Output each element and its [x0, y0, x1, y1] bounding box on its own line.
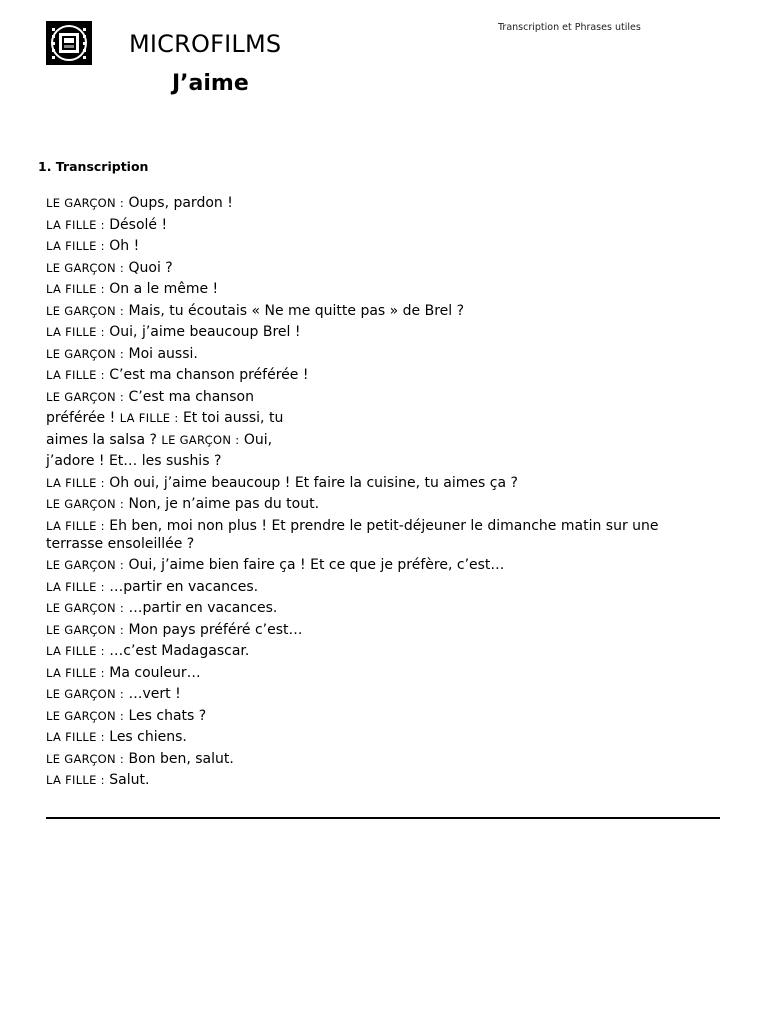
dialogue-text: Oh !	[104, 238, 140, 254]
transcript-line	[46, 366, 714, 384]
speaker-label: LE GARÇON :	[46, 497, 125, 511]
dialogue-text: Oh oui, j’aime beaucoup ! Et faire la cuisine, tu aimes ça ?	[104, 474, 518, 491]
speaker-label: LE GARÇON :	[46, 346, 125, 361]
dialogue-text: préférée !	[46, 410, 120, 426]
speaker-label: LE GARÇON :	[161, 432, 240, 447]
dialogue-text: C’est ma chanson	[124, 388, 254, 405]
transcript-line	[46, 431, 714, 449]
section-title: 1. Transcription	[38, 159, 149, 174]
speaker-label: LA FILLE :	[46, 239, 105, 253]
speaker-label: LA FILLE :	[46, 518, 105, 533]
dialogue-text: Les chiens.	[104, 729, 187, 745]
speaker-label: LE GARÇON :	[46, 622, 125, 637]
dialogue-text: Eh ben, moi non plus ! Et prendre le petit-déjeuner le dimanche matin sur une terrasse ensoleillée ?	[46, 517, 659, 552]
speaker-label: LA FILLE :	[46, 730, 105, 744]
speaker-label: LA FILLE :	[46, 282, 105, 296]
dialogue-text: C’est ma chanson préférée !	[104, 367, 309, 383]
dialogue-text: …partir en vacances.	[104, 578, 259, 595]
dialogue-text: …partir en vacances.	[124, 600, 278, 616]
transcript-line	[46, 771, 714, 789]
dialogue-text: …c’est Madagascar.	[104, 643, 250, 659]
speaker-label: LE GARÇON :	[46, 751, 125, 766]
speaker-label: LE GARÇON :	[46, 260, 125, 275]
transcript-line	[46, 216, 714, 234]
dialogue-text: Oui,	[239, 431, 273, 448]
transcript-line	[46, 556, 714, 574]
speaker-label: LE GARÇON :	[46, 558, 125, 572]
dialogue-text: On a le même !	[104, 281, 219, 297]
transcript-line	[46, 323, 714, 341]
dialogue-text: aimes la salsa ?	[46, 431, 162, 448]
transcript-line	[46, 750, 714, 768]
transcript-line	[46, 345, 714, 363]
dialogue-text: Quoi ?	[124, 259, 173, 276]
brand-title: MICROFILMS	[129, 30, 282, 58]
dialogue-text: Ma couleur…	[104, 664, 201, 681]
speaker-label: LA FILLE :	[46, 325, 105, 339]
transcript-line	[46, 474, 714, 492]
transcript-line	[46, 259, 714, 277]
speaker-label: LA FILLE :	[46, 579, 105, 594]
transcript-line	[46, 237, 714, 255]
speaker-label: LA FILLE :	[46, 665, 105, 680]
dialogue-text: Oui, j’aime bien faire ça ! Et ce que je préfère, c’est…	[124, 557, 505, 573]
dialogue-text: Moi aussi.	[124, 345, 198, 362]
transcript-line	[46, 194, 714, 212]
film-reel-logo-icon	[46, 21, 92, 65]
header-note: Transcription et Phrases utiles	[498, 22, 641, 33]
transcript-line	[46, 707, 714, 725]
transcript-line	[46, 621, 714, 639]
speaker-label: LA FILLE :	[46, 644, 105, 658]
speaker-label: LE GARÇON :	[46, 303, 125, 318]
transcript-line	[46, 517, 714, 553]
speaker-label: LA FILLE :	[46, 217, 105, 232]
transcript-line	[46, 599, 714, 617]
transcript-line	[46, 280, 714, 298]
transcript-line	[46, 388, 714, 406]
transcript-line	[46, 495, 714, 513]
speaker-label: LE GARÇON :	[46, 196, 125, 210]
transcript-line	[46, 642, 714, 660]
transcript-line	[46, 452, 714, 470]
transcript-line	[46, 664, 714, 682]
speaker-label: LE GARÇON :	[46, 601, 125, 615]
speaker-label: LA FILLE :	[46, 368, 105, 382]
page-title: J’aime	[172, 71, 249, 96]
speaker-label: LE GARÇON :	[46, 389, 125, 404]
dialogue-text: Et toi aussi, tu	[178, 410, 284, 426]
dialogue-text: Oui, j’aime beaucoup Brel !	[104, 324, 301, 340]
transcript-line	[46, 409, 714, 427]
speaker-label: LE GARÇON :	[46, 708, 125, 723]
dialogue-text: Non, je n’aime pas du tout.	[124, 496, 320, 512]
divider	[46, 817, 720, 819]
dialogue-text: …vert !	[124, 686, 181, 702]
transcript-list	[46, 194, 714, 793]
dialogue-text: Oups, pardon !	[124, 195, 233, 211]
dialogue-text: Salut.	[104, 772, 150, 788]
dialogue-text: j’adore ! Et… les sushis ?	[46, 453, 222, 469]
speaker-label: LA FILLE :	[119, 411, 179, 425]
dialogue-text: Désolé !	[104, 216, 168, 233]
dialogue-text: Bon ben, salut.	[124, 750, 234, 767]
transcript-line	[46, 302, 714, 320]
dialogue-text: Mon pays préféré c’est…	[124, 621, 303, 638]
speaker-label: LA FILLE :	[46, 475, 105, 490]
transcript-line	[46, 728, 714, 746]
speaker-label: LA FILLE :	[46, 773, 105, 787]
speaker-label: LE GARÇON :	[46, 687, 125, 701]
transcript-line	[46, 685, 714, 703]
dialogue-text: Mais, tu écoutais « Ne me quitte pas » de Brel ?	[124, 302, 465, 319]
transcript-line	[46, 578, 714, 596]
dialogue-text: Les chats ?	[124, 707, 207, 724]
